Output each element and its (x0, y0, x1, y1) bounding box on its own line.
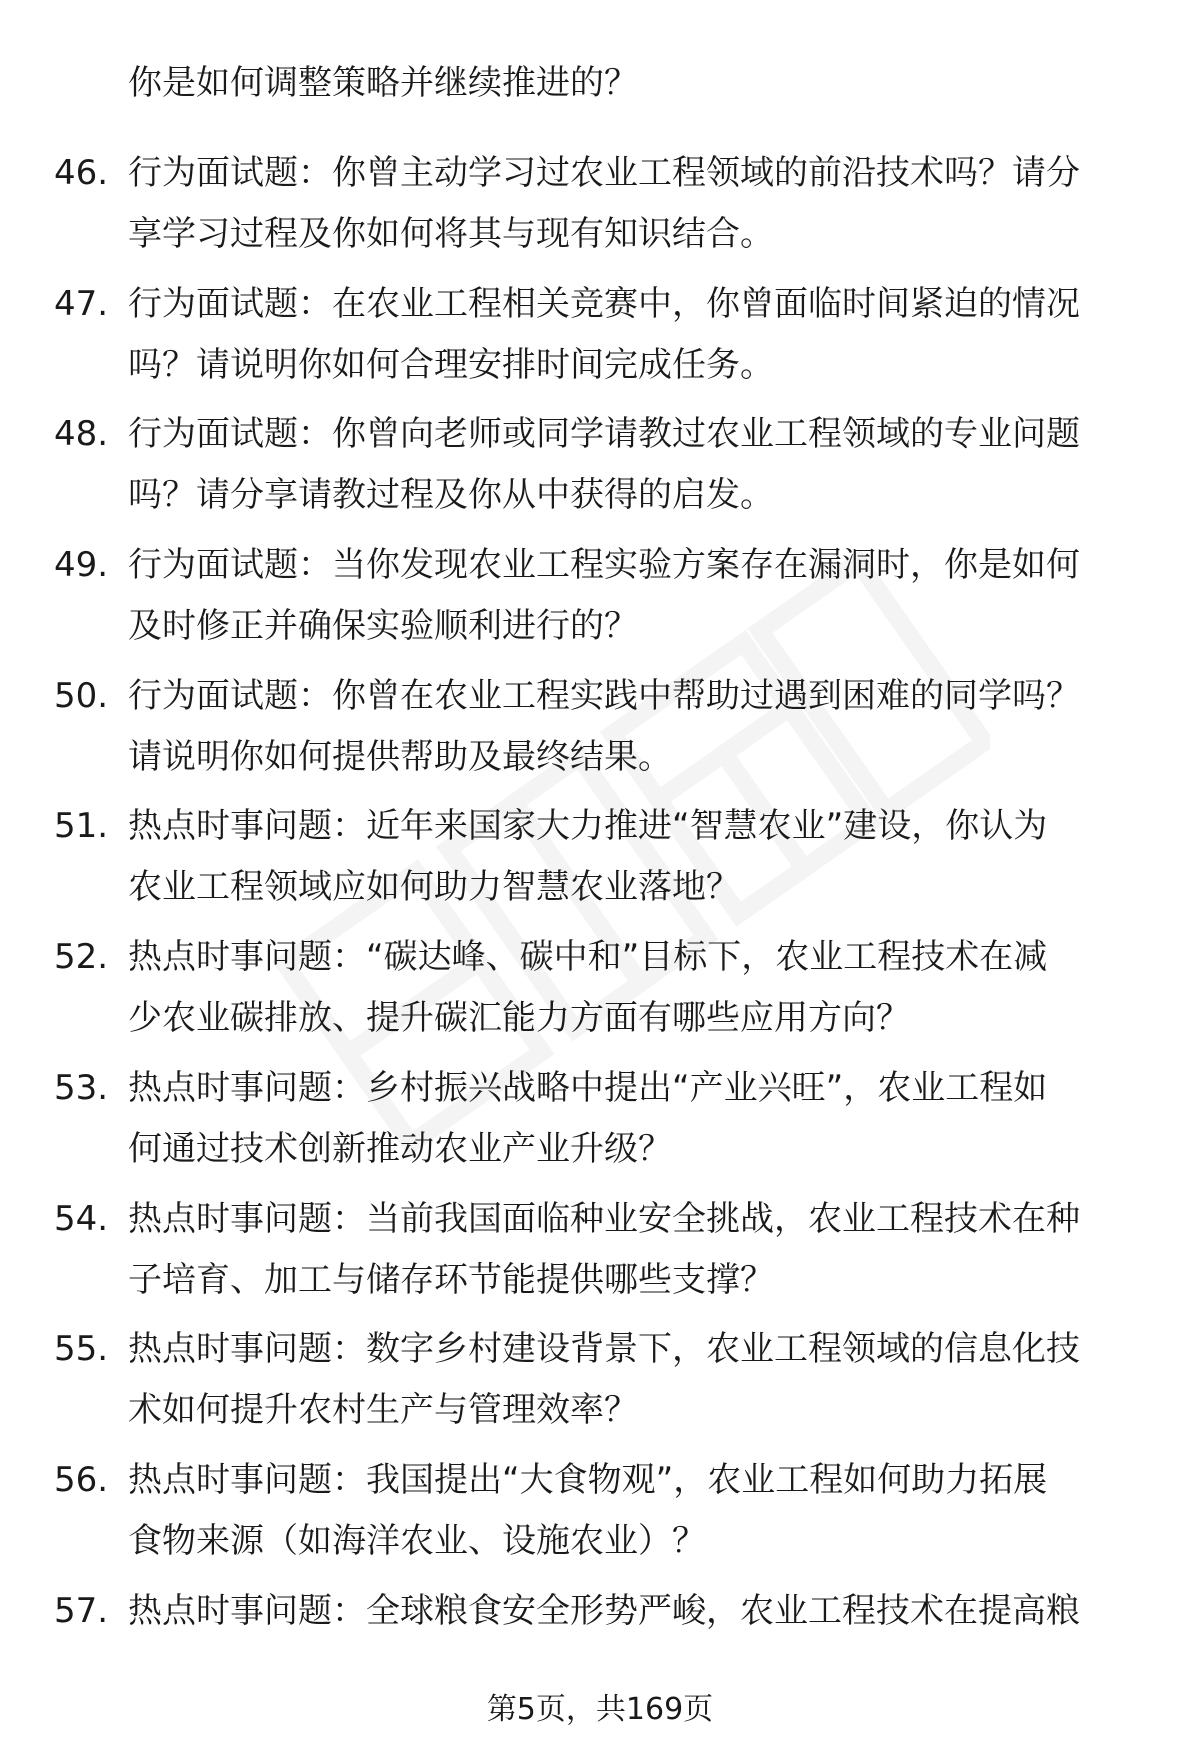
question-line: 少农业碳排放、提升碳汇能力方面有哪些应用方向？ (128, 998, 910, 1039)
question-line: 行为面试题：当你发现农业工程实验方案存在漏洞时，你是如何 (128, 545, 1080, 586)
question-line: 热点时事问题：数字乡村建设背景下，农业工程领域的信息化技 (128, 1329, 1080, 1370)
question-text (128, 143, 1148, 265)
question-text (128, 666, 1148, 788)
list-item (0, 671, 1200, 802)
question-number: 50. (54, 675, 109, 716)
question-number: 49. (54, 545, 109, 586)
question-number: 53. (54, 1067, 109, 1108)
list-item (0, 1063, 1200, 1194)
question-line: 热点时事问题：我国提出“大食物观”，农业工程如何助力拓展 (128, 1459, 1048, 1500)
question-line: 享学习过程及你如何将其与现有知识结合。 (128, 214, 774, 254)
question-line: 热点时事问题：“碳达峰、碳中和”目标下，农业工程技术在减 (128, 937, 1048, 978)
question-text (128, 1058, 1148, 1180)
list-item (0, 932, 1200, 1063)
question-text (128, 404, 1148, 526)
list-item (0, 1324, 1200, 1455)
question-line: 农业工程领域应如何助力智慧农业落地？ (128, 867, 740, 908)
question-line: 吗？请说明你如何合理安排时间完成任务。 (128, 344, 774, 385)
question-number: 56. (54, 1459, 109, 1500)
question-line: 热点时事问题：当前我国面临种业安全挑战，农业工程技术在种 (128, 1198, 1080, 1239)
question-line: 术如何提升农村生产与管理效率？ (128, 1390, 638, 1431)
question-line: 行为面试题：你曾向老师或同学请教过农业工程领域的专业问题 (128, 414, 1080, 455)
question-line: 行为面试题：在农业工程相关竞赛中，你曾面临时间紧迫的情况 (128, 283, 1080, 324)
question-number: 52. (54, 937, 109, 978)
question-line: 何通过技术创新推动农业产业升级？ (128, 1128, 672, 1169)
question-list (0, 148, 1200, 1716)
question-number: 48. (54, 414, 109, 455)
question-line: 食物来源（如海洋农业、设施农业）？ (128, 1520, 706, 1561)
list-item (0, 540, 1200, 671)
question-text (128, 796, 1148, 918)
question-text (128, 535, 1148, 657)
question-line: 热点时事问题：乡村振兴战略中提出“产业兴旺”，农业工程如 (128, 1067, 1048, 1108)
question-number: 54. (54, 1198, 109, 1239)
question-number: 51. (54, 806, 109, 847)
question-line: 吗？请分享请教过程及你从中获得的启发。 (128, 475, 774, 516)
list-item (0, 1455, 1200, 1586)
list-item (0, 801, 1200, 932)
question-text (128, 1581, 1148, 1642)
question-text (128, 274, 1148, 396)
question-number: 46. (54, 153, 109, 193)
list-item (0, 409, 1200, 540)
question-line: 热点时事问题：近年来国家大力推进“智慧农业”建设，你认为 (128, 806, 1048, 847)
question-text (128, 927, 1148, 1049)
list-item (0, 1194, 1200, 1325)
question-text (128, 1319, 1148, 1441)
question-number: 55. (54, 1329, 109, 1370)
list-item (0, 279, 1200, 410)
question-text (128, 1189, 1148, 1311)
question-line: 行为面试题：你曾主动学习过农业工程领域的前沿技术吗？请分 (128, 153, 1080, 193)
list-item (0, 148, 1200, 279)
question-line: 请说明你如何提供帮助及最终结果。 (128, 736, 672, 777)
question-number: 57. (54, 1590, 109, 1631)
continuation-text: 你是如何调整策略并继续推进的？ (128, 63, 638, 103)
question-line: 热点时事问题：全球粮食安全形势严峻，农业工程技术在提高粮 (128, 1590, 1080, 1631)
question-line: 行为面试题：你曾在农业工程实践中帮助过遇到困难的同学吗？ (128, 675, 1080, 716)
question-line: 及时修正并确保实验顺利进行的？ (128, 606, 638, 647)
question-number: 47. (54, 283, 109, 324)
page-footer: 第5页，共169页 (486, 1692, 714, 1727)
question-line: 子培育、加工与储存环节能提供哪些支撑？ (128, 1259, 774, 1300)
question-text (128, 1450, 1148, 1572)
